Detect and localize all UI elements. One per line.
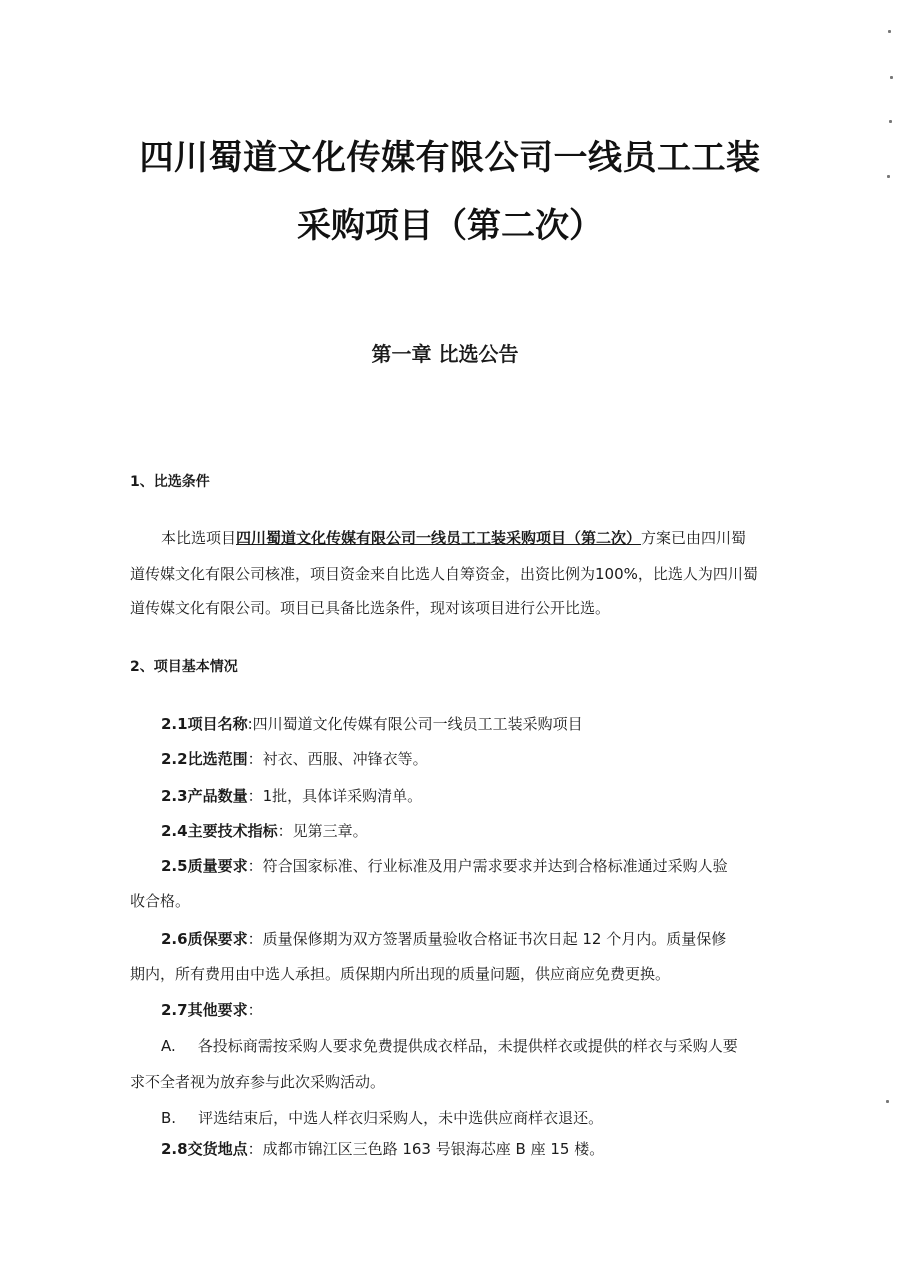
item-text: ：成都市锦江区三色路 163 号银海芯座 B 座 15 楼。 bbox=[247, 1140, 605, 1158]
item-text: ：见第三章。 bbox=[277, 822, 368, 840]
item-label: 2.3产品数量 bbox=[161, 787, 248, 805]
item-2-7 bbox=[161, 999, 263, 1020]
section-1-line-1 bbox=[161, 527, 746, 548]
item-2-6 bbox=[161, 928, 726, 949]
requirement-marker: A. bbox=[161, 1037, 176, 1055]
requirement-text: 评选结束后，中选人样衣归采购人，未中选供应商样衣退还。 bbox=[198, 1109, 604, 1127]
item-2-2 bbox=[161, 748, 428, 769]
item-text: ：质量保修期为双方签署质量验收合格证书次日起 12 个月内。质量保修 bbox=[247, 930, 727, 948]
project-name-underlined: 四川蜀道文化传媒有限公司一线员工工装采购项目（第二次） bbox=[236, 529, 642, 547]
item-label: 2.2比选范围 bbox=[161, 750, 248, 768]
requirement-a bbox=[161, 1035, 738, 1056]
item-text: ：符合国家标准、行业标准及用户需求要求并达到合格标准通过采购人验 bbox=[247, 857, 728, 875]
scan-mark bbox=[890, 76, 893, 79]
item-label: 2.7其他要求 bbox=[161, 1001, 248, 1019]
chapter-title: 第一章 比选公告 bbox=[371, 342, 519, 366]
scan-mark bbox=[886, 1100, 889, 1103]
item-text: ： bbox=[247, 1001, 263, 1019]
document-title-line-2: 采购项目（第二次） bbox=[297, 206, 603, 246]
requirement-marker: B. bbox=[161, 1109, 177, 1127]
item-text: ：1批，具体详采购清单。 bbox=[247, 787, 423, 805]
item-label: 2.5质量要求 bbox=[161, 857, 248, 875]
item-text: ：衬衣、西服、冲锋衣等。 bbox=[247, 750, 428, 768]
item-2-5 bbox=[161, 855, 728, 876]
requirement-a-continuation: 求不全者视为放弃参与此次采购活动。 bbox=[130, 1073, 386, 1091]
item-2-3 bbox=[161, 785, 422, 806]
item-label: 2.8交货地点 bbox=[161, 1140, 248, 1158]
item-2-1 bbox=[161, 713, 583, 734]
item-text: :四川蜀道文化传媒有限公司一线员工工装采购项目 bbox=[247, 715, 583, 733]
requirement-text: 各投标商需按采购人要求免费提供成衣样品，未提供样衣或提供的样衣与采购人要 bbox=[197, 1037, 738, 1055]
requirement-b bbox=[161, 1107, 603, 1128]
section-1-line-3: 道传媒文化有限公司。项目已具备比选条件，现对该项目进行公开比选。 bbox=[130, 599, 611, 617]
item-label: 2.1项目名称 bbox=[161, 715, 248, 733]
item-2-5-continuation: 收合格。 bbox=[130, 892, 191, 910]
item-2-8 bbox=[161, 1138, 604, 1159]
document-title-line-1: 四川蜀道文化传媒有限公司一线员工工装 bbox=[139, 138, 761, 178]
scan-mark bbox=[888, 30, 891, 33]
scan-mark bbox=[889, 120, 892, 123]
section-2-heading: 2、项目基本情况 bbox=[130, 659, 238, 675]
item-2-4 bbox=[161, 820, 368, 841]
intro-prefix: 本比选项目 bbox=[161, 529, 237, 547]
item-2-6-continuation: 期内，所有费用由中选人承担。质保期内所出现的质量问题，供应商应免费更换。 bbox=[130, 965, 671, 983]
section-1-line-2: 道传媒文化有限公司核准，项目资金来自比选人自筹资金，出资比例为100%，比选人为四川蜀 bbox=[130, 565, 758, 583]
section-1-heading: 1、比选条件 bbox=[130, 474, 210, 490]
item-label: 2.6质保要求 bbox=[161, 930, 248, 948]
item-label: 2.4主要技术指标 bbox=[161, 822, 278, 840]
line-1-suffix: 方案已由四川蜀 bbox=[641, 529, 747, 547]
